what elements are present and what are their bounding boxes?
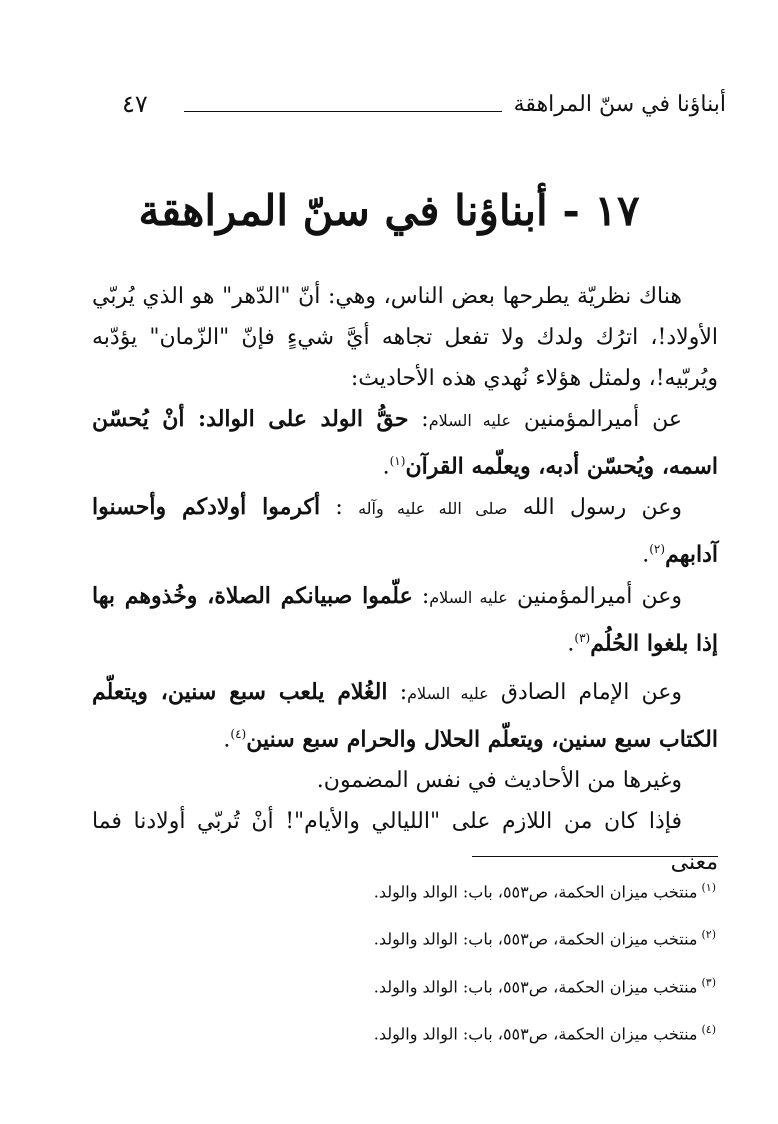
honorific-glyph: عليه السلام xyxy=(429,587,508,607)
honorific-glyph: صلى الله عليه وآله xyxy=(358,499,508,519)
footnote-ref-2[interactable]: (٢) xyxy=(649,542,666,557)
footnote-marker: (٢) xyxy=(701,928,716,942)
hadith-2: وعن رسول الله صلى الله عليه وآله : أكرموا أولادكم وأحسنوا آدابهم$^{(٢)}$. xyxy=(92,494,718,568)
hadith-3: وعن أميرالمؤمنين عليه السلام: علّموا صبيانكم الصلاة، وخُذوهم بها إذا بلغوا الحُلُم$^{(٣)}$. xyxy=(92,582,718,656)
footnote-4 xyxy=(120,1008,716,1055)
footnote-text: منتخب ميزان الحكمة، ص٥٥٣، باب: الوالد والولد. xyxy=(373,929,698,949)
footnote-ref-1[interactable]: (١) xyxy=(389,454,406,468)
chapter-title xyxy=(60,186,718,235)
chapter-separator: - xyxy=(562,186,580,235)
header-rule xyxy=(184,111,502,112)
footnote-1 xyxy=(120,866,716,913)
footnote-rule xyxy=(472,856,718,857)
paragraph-intro: هناك نظريّة يطرحها بعض الناس، وهي: أنّ "الدّهر" هو الذي يُربّي الأولاد!، اترُك ولدك ولا تفعل تجاهه أيَّ شيءٍ فإنّ "الزّمان" يؤدّبه ويُربّيه!، ولمثل هؤلاء نُهدي هذه الأحاديث: xyxy=(92,284,718,391)
footnote-text: منتخب ميزان الحكمة، ص٥٥٣، باب: الوالد والولد. xyxy=(373,1024,698,1044)
honorific-glyph: عليه السلام xyxy=(428,411,511,430)
footnote-text: منتخب ميزان الحكمة، ص٥٥٣، باب: الوالد والولد. xyxy=(373,882,698,902)
chapter-title-text: أبناؤنا في سنّ المراهقة xyxy=(138,186,548,235)
hadith-2-text: أكرموا أولادكم وأحسنوا آدابهم xyxy=(92,494,718,568)
running-header xyxy=(122,84,726,124)
hadith-1-text: حقُّ الولد على الوالد: أنْ يُحسّن اسمه، ويُحسّن أدبه، ويعلّمه القرآن xyxy=(92,406,718,480)
footnotes xyxy=(120,866,716,1055)
hadith-4-text: الغُلام يلعب سبع سنين، ويتعلّم الكتاب سبع سنين، ويتعلّم الحلال والحرام سبع سنين xyxy=(92,678,718,753)
body-text xyxy=(92,276,718,883)
footnote-text: منتخب ميزان الحكمة، ص٥٥٣، باب: الوالد والولد. xyxy=(373,976,698,996)
footnote-marker: (٣) xyxy=(701,975,716,989)
footnote-marker: (١) xyxy=(701,881,716,894)
paragraph-last: فإذا كان من اللازم على "الليالي والأيام"! أنْ تُربّي أولادنا فما معنى xyxy=(92,809,718,876)
hadith-1-intro: عن أميرالمؤمنين xyxy=(523,407,683,432)
chapter-number: ١٧ xyxy=(594,186,640,235)
hadith-4: وعن الإمام الصادق عليه السلام: الغُلام يلعب سبع سنين، ويتعلّم الكتاب سبع سنين، ويتعلّم الحلال والحرام سبع سنين$^{(٤)}$. xyxy=(92,678,718,753)
hadith-3-text: علّموا صبيانكم الصلاة، وخُذوهم بها إذا بلغوا الحُلُم xyxy=(92,582,718,656)
page-number: ٤٧ xyxy=(122,90,148,118)
running-header-title: أبناؤنا في سنّ المراهقة xyxy=(513,91,726,117)
hadith-4-intro: وعن الإمام الصادق xyxy=(500,679,683,705)
hadith-1: عن أميرالمؤمنين عليه السلام: حقُّ الولد على الوالد: أنْ يُحسّن اسمه، ويُحسّن أدبه، ويعلّمه القرآن$^{(١)}$. xyxy=(92,406,718,480)
footnote-ref-4[interactable]: (٤) xyxy=(230,726,247,741)
footnote-2 xyxy=(120,913,716,960)
footnote-ref-3[interactable]: (٣) xyxy=(574,630,591,645)
footnote-3 xyxy=(120,961,716,1008)
hadith-2-intro: وعن رسول الله xyxy=(522,495,683,521)
honorific-glyph: عليه السلام xyxy=(407,683,489,703)
hadith-3-intro: وعن أميرالمؤمنين xyxy=(516,583,682,609)
footnote-marker: (٤) xyxy=(701,1022,716,1036)
paragraph-more: وغيرها من الأحاديث في نفس المضمون. xyxy=(316,768,682,794)
